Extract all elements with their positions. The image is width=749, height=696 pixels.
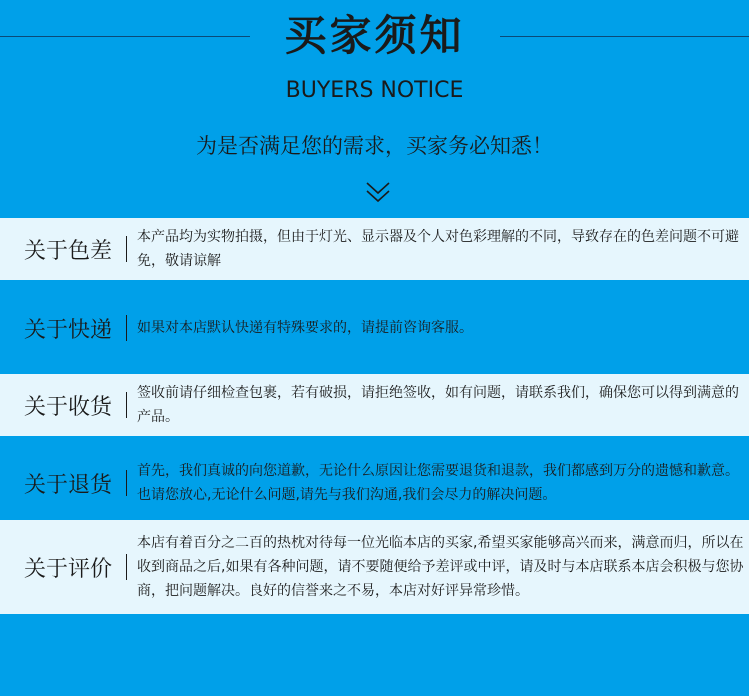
double-chevron-down-icon	[365, 180, 391, 206]
label-divider	[126, 554, 127, 580]
label-divider	[126, 315, 127, 341]
notice-label: 关于评价	[24, 556, 113, 582]
notice-label: 关于色差	[24, 238, 113, 264]
label-divider	[126, 392, 127, 418]
label-divider	[126, 236, 127, 262]
notice-row-returns	[0, 452, 749, 514]
notice-row-receiving	[0, 374, 749, 436]
page-title: 买家须知	[284, 11, 465, 60]
notice-header	[0, 0, 749, 216]
notice-text: 本产品均为实物拍摄，但由于灯光、显示器及个人对色彩理解的不同，导致存在的色差问题不可避免，敬请谅解	[137, 229, 739, 269]
page-subtitle: 为是否满足您的需求，买家务必知悉！	[196, 134, 553, 158]
label-divider	[126, 470, 127, 496]
notice-row-reviews	[0, 520, 749, 614]
notice-row-delivery	[0, 300, 749, 356]
notice-text: 本店有着百分之二百的热枕对待每一位光临本店的买家,希望买家能够高兴而来，满意而归，所以在收到商品之后,如果有各种问题，请不要随便给予差评或中评，请及时与本店联系本店会积极与您协商，把问题解决。良好的信誉来之不易，本店对好评异常珍惜。	[137, 535, 744, 599]
notice-label: 关于快递	[24, 317, 113, 343]
notice-row-color-difference	[0, 218, 749, 280]
notice-text: 签收前请仔细检查包裹，若有破损，请拒绝签收，如有问题，请联系我们，确保您可以得到满意的产品。	[137, 385, 739, 425]
notice-label: 关于收货	[24, 394, 113, 420]
page-title-english: BUYERS NOTICE	[285, 78, 464, 103]
notice-label: 关于退货	[24, 472, 113, 498]
notice-text: 如果对本店默认快递有特殊要求的，请提前咨询客服。	[137, 320, 473, 336]
notice-text: 首先，我们真诚的向您道歉，无论什么原因让您需要退货和退款，我们都感到万分的遗憾和歉意。也请您放心,无论什么问题,请先与我们沟通,我们会尽力的解决问题。	[137, 463, 739, 503]
